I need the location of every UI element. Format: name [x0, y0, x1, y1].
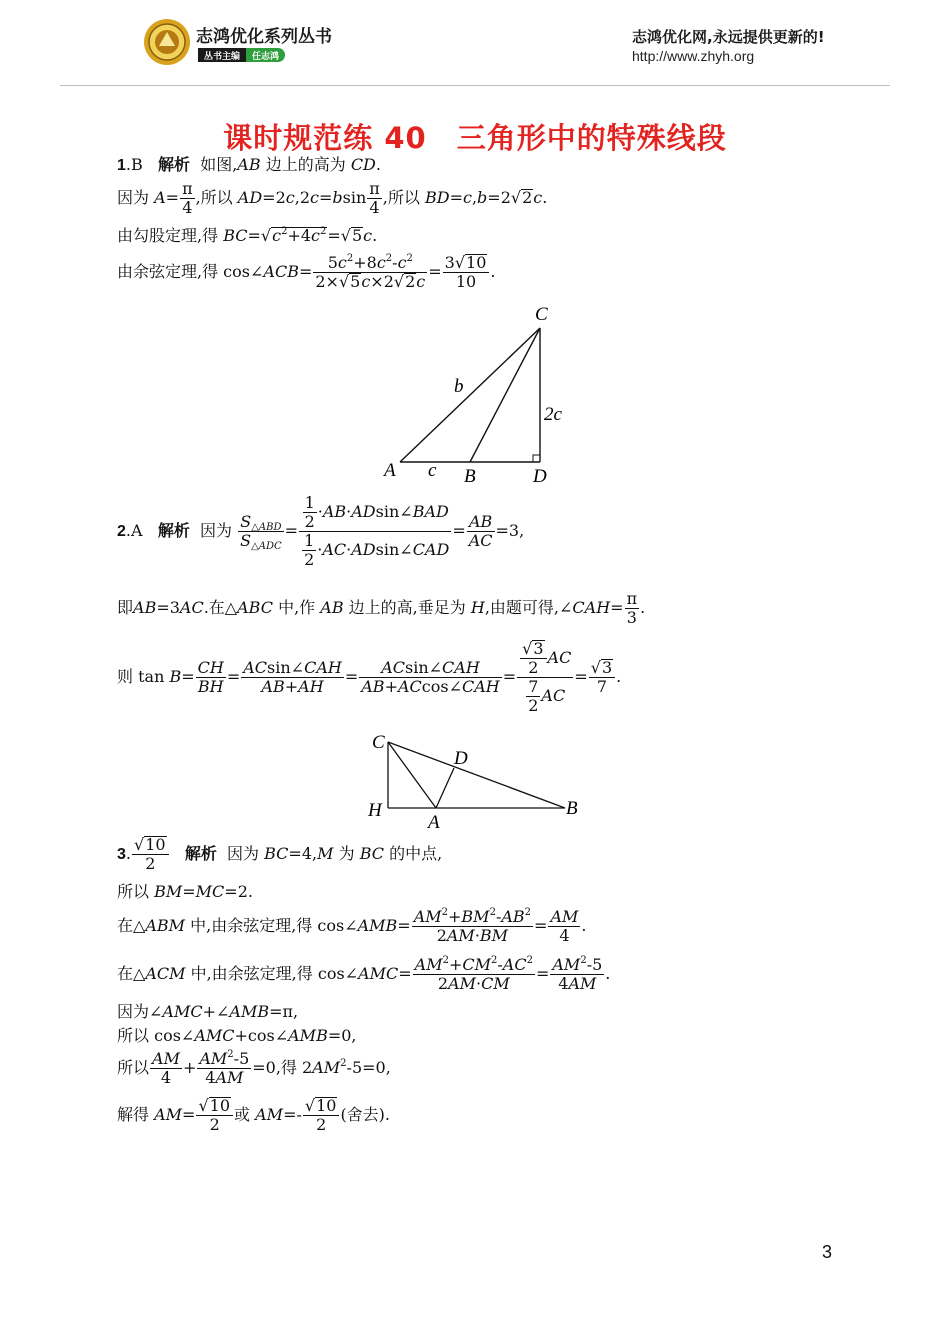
header-divider — [60, 85, 890, 86]
q3-line-5: 因为∠AMC+∠AMB=π, — [117, 1002, 299, 1021]
page-number: 3 — [822, 1242, 833, 1262]
q1-line-3: 由勾股定理,得 $BC=√c^2+4c^2=√5c$. — [117, 226, 378, 245]
site-url[interactable]: http://www.zhyh.org — [632, 48, 755, 64]
editor-badge — [198, 48, 285, 62]
site-slogan: 志鸿优化网,永远提供更新的! — [632, 28, 825, 46]
editor-name: 任志鸿 — [246, 48, 285, 62]
q2-figure — [360, 728, 590, 832]
q1-figure — [380, 300, 570, 490]
q1-fig-label-2c: 2c — [544, 404, 562, 425]
q1-fig-label-C: C — [535, 304, 548, 325]
q1-fig-label-B: B — [464, 466, 476, 487]
q2-line-2: 即AB=3AC.在△ABC 中,作 AB 边上的高,垂足为 H,由题可得,∠CAH= $\frac{\pi}{3}$ . — [117, 589, 646, 627]
q2-fig-label-D: D — [454, 748, 468, 769]
q1-fig-label-b: b — [454, 376, 464, 397]
q2-line-3: 则 tan B= $\frac{CH}{BH}$ = $\frac{\text{ACsin∠CAH}}{AB+AH}$ = $\frac{\text{ACsin∠CAH}}{\text{AB+ACcos∠CAH}}$ = $\frac{√3}{2}$ AC $\frac{7}{2}$ AC = $\frac{√3}{7}$ . — [117, 639, 622, 715]
q3-line-6: 所以 cos∠AMC+cos∠AMB=0, — [117, 1026, 357, 1045]
page-title: 课时规范练 40 三角形中的特殊线段 — [223, 121, 727, 155]
q2-fig-label-H: H — [368, 800, 382, 821]
q1-line-2: 因为 A= $\frac{\pi}{4}$ ,所以 AD=2c,2c=bsin $\frac{\pi}{4}$ ,所以 BD=c,b=2√2c. — [117, 179, 548, 217]
q3-line-3: 在△ABM 中,由余弦定理,得 cos∠AMB= $\frac{AM^2+BM^2-AB^2}{2AM\cdot BM}$ = $\frac{AM}{4}$ . — [117, 907, 587, 945]
q2-fig-label-C: C — [372, 732, 385, 753]
q1-fig-label-A: A — [384, 460, 396, 481]
q1-line-4: 由余弦定理,得 cos∠ACB= $\frac{5c^2+8c^2-c^2}{2\times√5c\times 2√2c}$ = $\frac{3√10}{10}$ . — [117, 253, 496, 291]
q3-line-1: 3. $\frac{√10}{2}$ 解析 因为 BC=4,M 为 BC 的中点, — [117, 835, 443, 873]
q3-line-7: 所以 $\frac{AM}{4}$ + $\frac{AM^2-5}{4AM}$ =0,得 $2AM^2-5=0$, — [117, 1049, 391, 1087]
editor-label: 丛书主编 — [198, 48, 246, 62]
q3-line-8: 解得 AM= $\frac{√10}{2}$ 或 AM=- $\frac{√10}{2}$ (舍去). — [117, 1096, 391, 1134]
q3-line-4: 在△ACM 中,由余弦定理,得 cos∠AMC= $\frac{AM^2+CM^2-AC^2}{2AM\cdot CM}$ = $\frac{AM^2-5}{4AM}$ . — [117, 955, 611, 993]
q1-line-1: 1.B 解析 如图,AB 边上的高为 CD. — [117, 155, 381, 174]
q2-fig-label-B: B — [566, 798, 578, 819]
zhihong-logo-icon — [143, 18, 191, 66]
q2-fig-label-A: A — [428, 812, 440, 832]
q3-line-2: 所以 BM=MC=2. — [117, 882, 253, 901]
series-name: 志鸿优化系列丛书 — [196, 27, 332, 47]
page-header — [0, 0, 950, 90]
q2-line-1: 2.A 解析 因为 $\frac{S_{\triangle ABD}}{S_{\triangle ADC}}$ = $\frac{1}{2}$ ·AB·ADsin∠BAD $\frac{1}{2}$ ·AC·ADsin∠CAD = $\frac{AB}{AC}$ =3, — [117, 493, 525, 569]
q1-fig-label-D: D — [533, 466, 547, 487]
q1-fig-label-c: c — [428, 460, 437, 481]
